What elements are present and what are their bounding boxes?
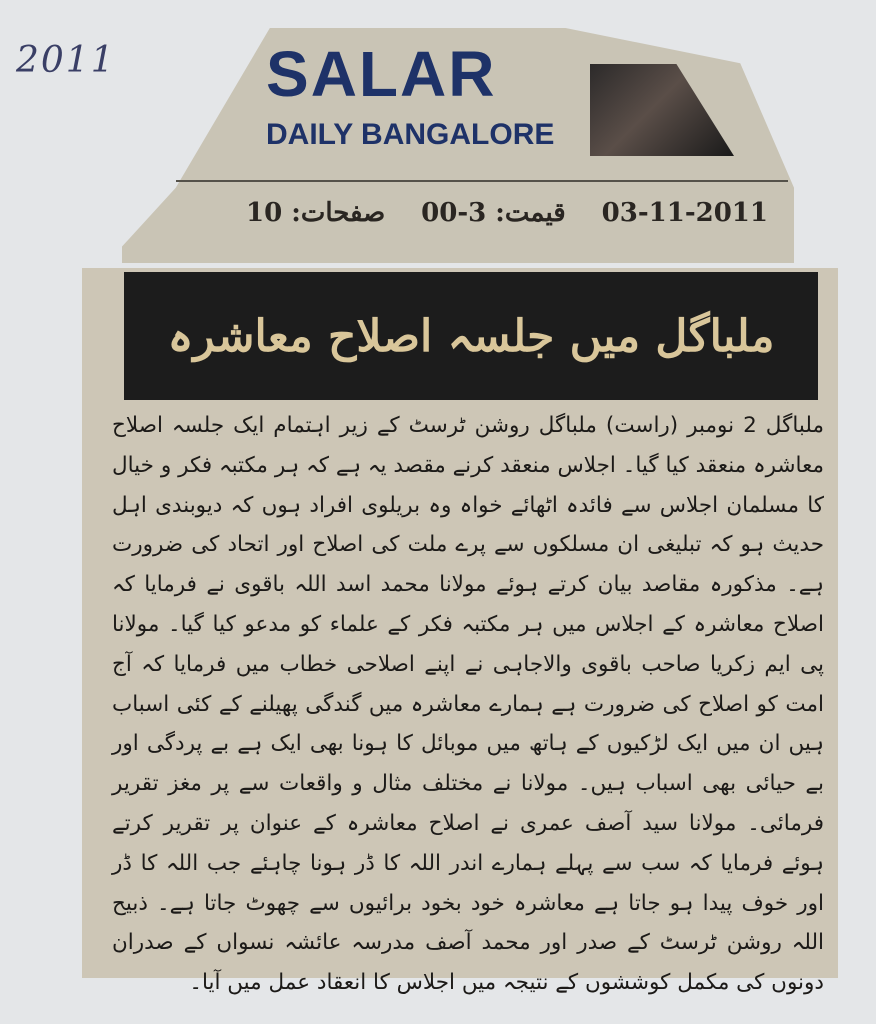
headline-banner [124,272,818,400]
page-count: صفحات: 10 [246,198,386,228]
article-headline: ملباگل میں جلسہ اصلاح معاشرہ [167,310,775,362]
issue-date: 03-11-2011 [601,198,768,228]
article-body: ملباگل 2 نومبر (راست) ملباگل روشن ٹرسٹ کے زیر اہتمام ایک جلسہ اصلاح معاشرہ منعقد کیا گیا۔ اجلاس منعقد کرنے مقصد یہ ہے کہ ہر مکتبہ فکر و خیال کا مسلمان اجلاس سے فائدہ اٹھائے خواہ وہ بریلوی افراد ہوں کہ دیوبندی اہل حدیث ہو کہ تبلیغی ان مسلکوں سے پرے ملت کی اصلاح اور اتحاد کی ضرورت ہے۔ مذکورہ مقاصد بیان کرتے ہوئے مولانا محمد اسد اللہ باقوی نے فرمایا کہ اصلاح معاشرہ کے اجلاس میں ہر مکتبہ فکر کے علماء کو مدعو کیا گیا۔ مولانا پی ایم زکریا صاحب باقوی والاجاہی نے اپنے اصلاحی خطاب میں فرمایا کہ آج امت کو اصلاح کی ضرورت ہے ہمارے معاشرہ میں گندگی پھیلنے کے کئی اسباب ہیں ان میں ایک لڑکیوں کے ہاتھ میں موبائل کا ہونا بھی ایک ہے بے پردگی اور بے حیائی بھی اسباب ہیں۔ مولانا نے مختلف مثال و واقعات سے پر مغز تقریر فرمائی۔ مولانا سید آصف عمری نے اصلاح معاشرہ کے عنوان پر تقریر کرتے ہوئے فرمایا کہ سب سے پہلے ہمارے اندر اللہ کا ڈر ہونا چاہئے جب اللہ کا ڈر اور خوف پیدا ہو جاتا ہے معاشرہ خود بخود برائیوں سے چھوٹ جاتا ہے۔ ذبیح اللہ روشن ٹرسٹ کے صدر اور محمد آصف مدرسہ عائشہ نسواں کے صدران دونوں کی مکمل کوششوں کے نتیجہ میں اجلاس کا انعقاد عمل میں آیا۔ [112,413,824,996]
newspaper-subtitle: DAILY BANGALORE [266,118,555,151]
newspaper-name: SALAR [266,38,497,110]
price: قیمت: 3-00 [421,198,566,228]
masthead-info-strip [176,186,788,240]
masthead-divider [176,180,788,182]
handwritten-year-annotation: 2011 [16,40,116,81]
